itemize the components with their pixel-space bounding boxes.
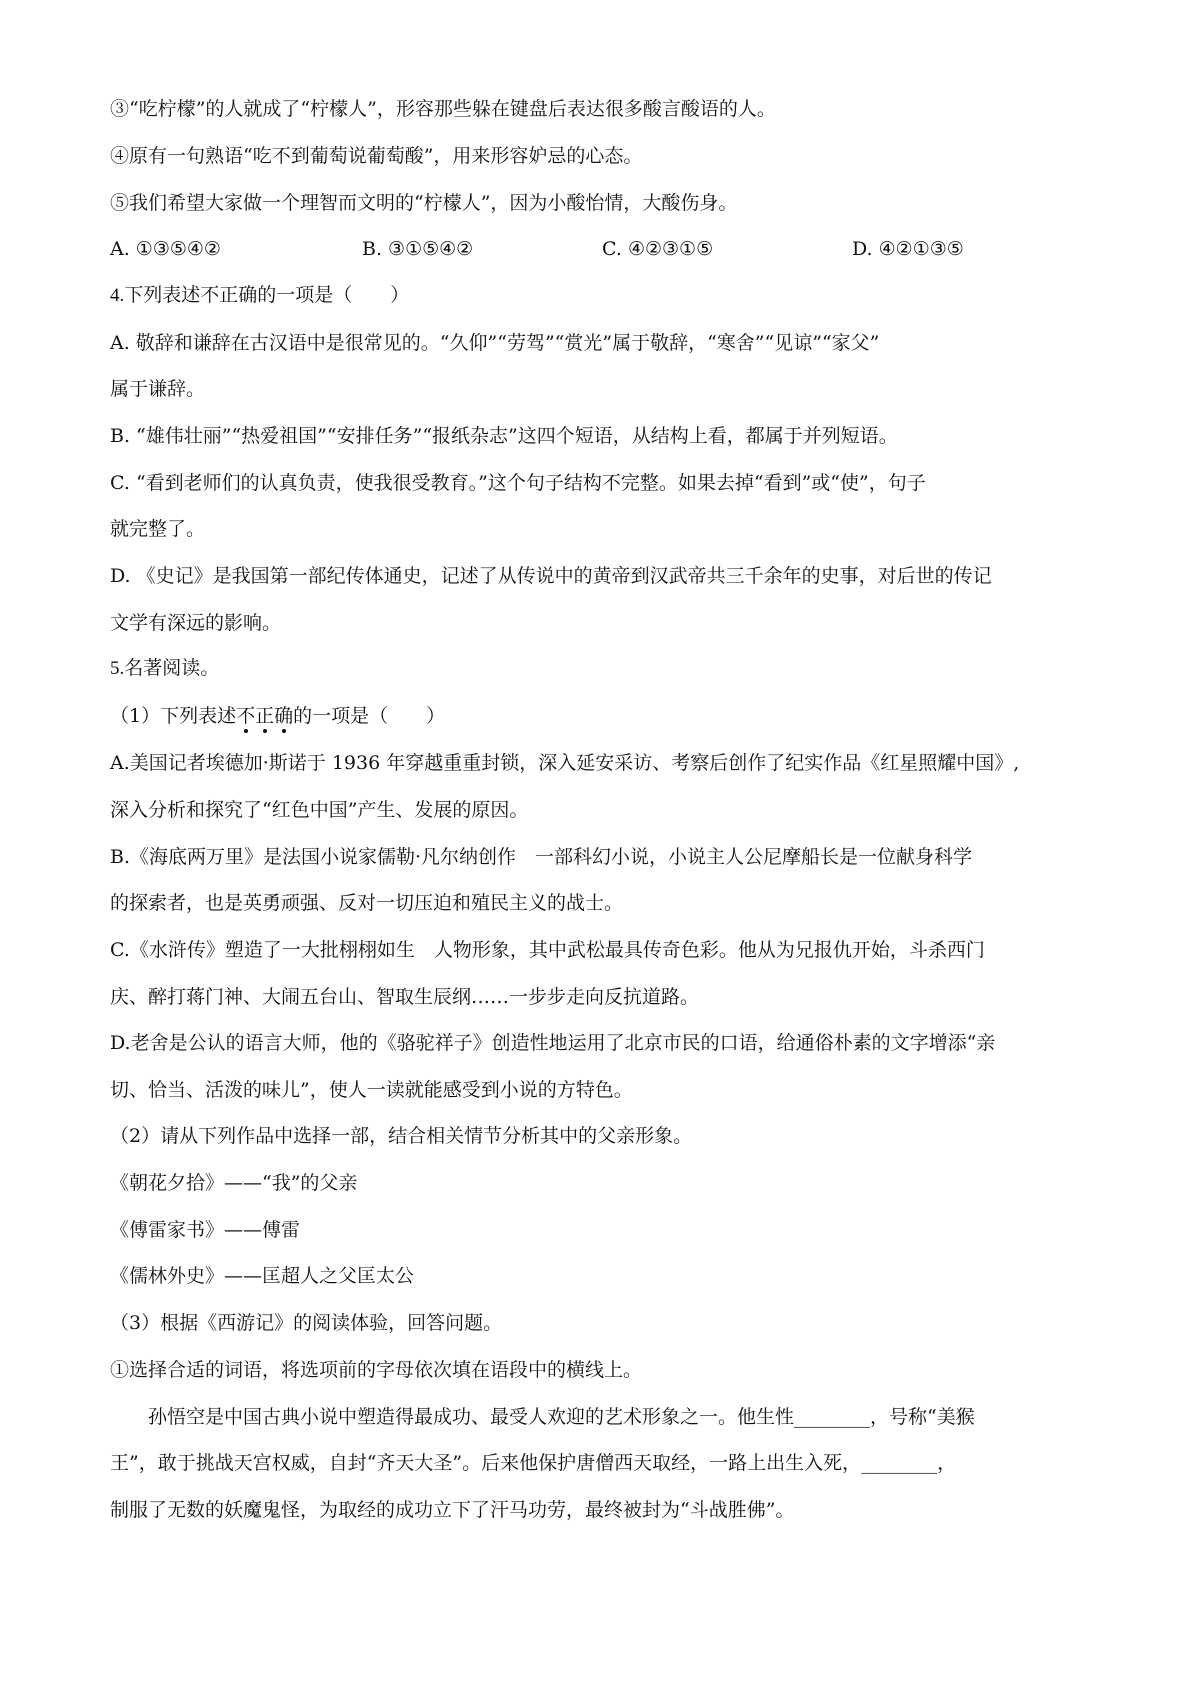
q4-option-b: B. “雄伟壮丽”“热爱祖国”“安排任务”“报纸杂志”这四个短语，从结构上看，都属于并列短语。 [110,425,898,447]
emphasis-dot [282,729,286,733]
q3-sentence-3: ③“吃柠檬”的人就成了“柠檬人”，形容那些躲在键盘后表达很多酸言酸语的人。 [110,98,776,120]
q4-option-d-line2: 文学有深远的影响。 [110,612,282,634]
q3-sentence-4: ④原有一句熟语“吃不到葡萄说葡萄酸”，用来形容妒忌的心态。 [110,145,643,167]
fill-blank-paragraph-line2: 王”，敢于挑战天宫权威，自封“齐天大圣”。后来他保护唐僧西天取经，一路上出生入死，________， [110,1452,957,1474]
q4-option-c-line2: 就完整了。 [110,518,206,540]
q5-part2-stem: （2）请从下列作品中选择一部，结合相关情节分析其中的父亲形象。 [110,1125,693,1147]
q3-option-d[interactable]: D. ④②①③⑤ [852,238,964,260]
q5-option-c-line2: 庆、醉打蒋门神、大闹五台山、智取生辰纲……一步步走向反抗道路。 [110,986,700,1008]
q4-option-d-line1: D. 《史记》是我国第一部纪传体通史，记述了从传说中的黄帝到汉武帝共三千余年的史事，对后世的传记 [110,565,992,587]
q5-option-b-line1: B.《海底两万里》是法国小说家儒勒·凡尔纳创作 一部科幻小说，小说主人公尼摩船长是一位献身科学 [110,846,973,868]
q5-part1-prefix: （1）下列表述 [110,705,237,727]
q3-option-b[interactable]: B. ③①⑤④② [362,238,474,260]
emphasis-dot [263,729,267,733]
q3-option-c[interactable]: C. ④②③①⑤ [602,238,714,260]
q5-part1-suffix: 的一项是（ ） [293,705,446,727]
q5-option-b-line2: 的探索者，也是英勇顽强、反对一切压迫和殖民主义的战士。 [110,892,624,914]
q5-part1-stem [110,703,445,729]
q5-stem: 5.名著阅读。 [110,658,220,679]
q3-options [110,236,1110,262]
q5-work-2: 《傅雷家书》——傅雷 [110,1219,301,1241]
q3-option-a[interactable]: A. ①③⑤④② [110,238,221,260]
q5-option-c-line1: C.《水浒传》塑造了一大批栩栩如生 人物形象，其中武松最具传奇色彩。他从为兄报仇开始，斗杀西门 [110,939,985,961]
q5-part3-sub1: ①选择合适的词语，将选项前的字母依次填在语段中的横线上。 [110,1359,643,1381]
q3-sentence-5: ⑤我们希望大家做一个理智而文明的“柠檬人”，因为小酸怡情，大酸伤身。 [110,192,738,214]
q5-option-d-line2: 切、恰当、活泼的味儿”，使人一读就能感受到小说的方特色。 [110,1079,633,1101]
q4-option-a-line2: 属于谦辞。 [110,378,206,400]
q4-option-a-line1: A. 敬辞和谦辞在古汉语中是很常见的。“久仰”“劳驾”“赏光”属于敬辞，“寒舍”“见谅”“家父” [110,332,880,354]
fill-blank-paragraph-line3: 制服了无数的妖魔鬼怪，为取经的成功立下了汗马功劳，最终被封为“斗战胜佛”。 [110,1499,795,1521]
fill-blank-paragraph-line1: 孙悟空是中国古典小说中塑造得最成功、最受人欢迎的艺术形象之一。他生性________，号称“美猴 [110,1406,975,1428]
emphasis-dotted-text [236,705,293,727]
q4-stem: 4.下列表述不正确的一项是（ ） [110,285,410,306]
q5-work-1: 《朝花夕拾》——“我”的父亲 [110,1172,358,1194]
q5-option-d-line1: D.老舍是公认的语言大师，他的《骆驼祥子》创造性地运用了北京市民的口语，给通俗朴素的文字增添“亲 [110,1032,996,1054]
q5-part1-emphasis: 不正确 [236,705,294,727]
q5-option-a-line2: 深入分析和探究了“红色中国”产生、发展的原因。 [110,799,529,821]
q5-part3-stem: （3）根据《西游记》的阅读体验，回答问题。 [110,1312,503,1334]
q5-work-3: 《儒林外史》——匡超人之父匡太公 [110,1265,415,1287]
q5-option-a-line1: A.美国记者埃德加·斯诺于 1936 年穿越重重封锁，深入延安采访、考察后创作了纪实作品《红星照耀中国》, [110,752,1020,774]
emphasis-dot [244,729,248,733]
q4-option-c-line1: C. “看到老师们的认真负责，使我很受教育。”这个句子结构不完整。如果去掉“看到”或“使”，句子 [110,472,926,494]
